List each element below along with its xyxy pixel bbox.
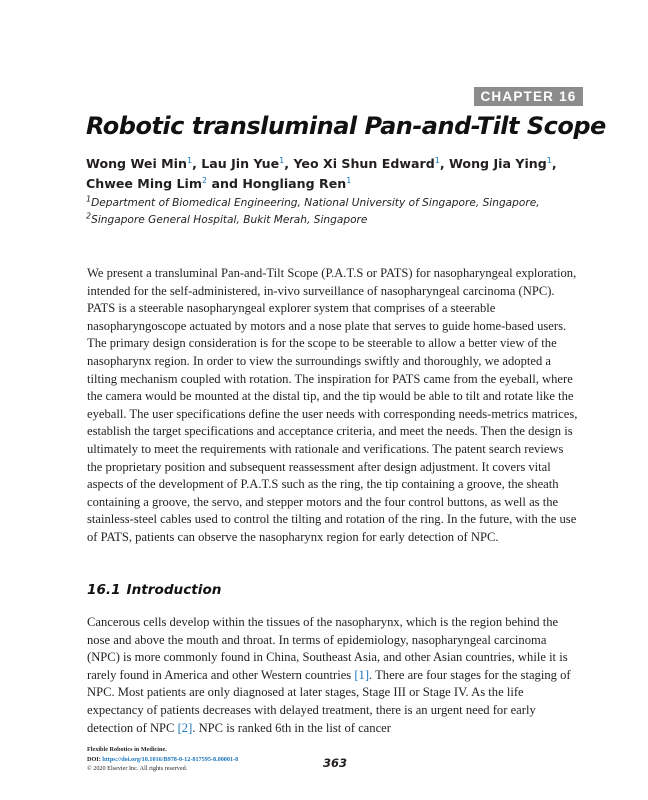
book-title: Flexible Robotics in Medicine. xyxy=(87,746,167,753)
affiliation-ref[interactable]: 1 xyxy=(546,155,552,165)
citation-link[interactable]: [1] xyxy=(354,667,370,682)
affiliation-mark: 2 xyxy=(86,211,92,221)
author-name: Lau Jin Yue xyxy=(201,156,280,171)
chapter-title: Robotic transluminal Pan-and-Tilt Scope xyxy=(86,112,606,140)
section-heading xyxy=(87,582,221,598)
author-name: Yeo Xi Shun Edward xyxy=(293,156,435,171)
citation-link[interactable]: [2] xyxy=(177,720,193,735)
affiliation-ref[interactable]: 1 xyxy=(186,155,193,165)
affiliation-text: Singapore General Hospital, Bukit Merah, Singapore xyxy=(91,214,368,226)
affiliation-ref[interactable]: 1 xyxy=(279,155,285,165)
doi-label: DOI: xyxy=(87,755,103,763)
section-number: 16.1 xyxy=(87,582,121,598)
section-title: Introduction xyxy=(126,582,222,598)
affiliation-ref[interactable]: 2 xyxy=(202,175,208,185)
author-name: Wong Wei Min xyxy=(86,156,187,171)
doi-link[interactable]: https://doi.org/10.1016/B978-0-12-817595-8.00001-8 xyxy=(102,755,239,763)
affiliation-ref[interactable]: 1 xyxy=(346,175,352,185)
page-number: 363 xyxy=(323,756,348,770)
chapter-label: CHAPTER 16 xyxy=(474,87,583,106)
affiliation-text: Department of Biomedical Engineering, National University of Singapore, Singapore, xyxy=(91,197,540,209)
author-name: Wong Jia Ying xyxy=(448,156,547,171)
intro-paragraph: Cancerous cells develop within the tissues of the nasopharynx, which is the region behind the nose and above the mouth and throat. In terms of epidemiology, nasopharyngeal carcinoma (NPC) is more commonly found in China, Southeast Asia, and other Asian countries, while it is rarely found in America and other Western countries [1]. There are four stages for the staging of NPC. Most patients are only diagnosed at later stages, Stage III or Stage IV. As the life expectancy of patients decreases with delayed treatment, there is an urgent need for early detection of NPC [2]. NPC is ranked 6th in the list of cancer xyxy=(87,615,571,735)
doi-line xyxy=(87,755,337,765)
abstract-paragraph: We present a transluminal Pan-and-Tilt Scope (P.A.T.S or PATS) for nasopharyngeal exploration, intended for the self-administered, in-vivo surveillance of nasopharyngeal carcinoma (NPC). PATS is a steerable nasopharyngeal explorer system that comprises of a steerable nasopharyngoscope actuated by motors and a nose plate that serves to guide home-based users. The primary design consideration is for the scope to be steerable to allow a better view of the nasopharynx region. In order to view the surroundings swiftly and thoroughly, we adopted a tilting mechanism coupled with rotation. The inspiration for PATS came from the eyeball, where the camera would be mounted at the distal tip, and the tip would be able to tilt and rotate like the eyeball. The user specifications define the user needs with corresponding needs-metrics matrices, establish the target specifications and acceptance criteria, and meet the needs. Then the design is ultimately to meet the requirements with rationale and verifications. The patent search reviews the proprietary position and subsequent reassessment after design adjustment. It covers vital aspects of the development of P.A.T.S such as the ring, the tip containing a groove, the sheath containing a groove, the servo, and stepper motors and the four control buttons, as well as the stainless-steel cables used to control the tilting and rotation of the ring. In the future, with the use of PATS, patients can observe the nasopharynx region for early detection of NPC. xyxy=(87,266,578,544)
author-name: Chwee Ming Lim xyxy=(86,176,202,191)
author-list: Wong Wei Min$^1$, Lau Jin Yue$^1$, Yeo Xi Shun Edward$^1$, Wong Jia Ying$^1$, Chwee Ming Lim$^2$ and Hongliang Ren$^1$ xyxy=(86,155,557,191)
footer-metadata xyxy=(87,745,337,774)
affiliations xyxy=(86,195,576,229)
copyright: © 2020 Elsevier Inc. All rights reserved. xyxy=(87,765,188,772)
author-name: Hongliang Ren xyxy=(242,176,347,191)
affiliation-ref[interactable]: 1 xyxy=(434,155,440,165)
affiliation-mark: 1 xyxy=(86,194,92,204)
